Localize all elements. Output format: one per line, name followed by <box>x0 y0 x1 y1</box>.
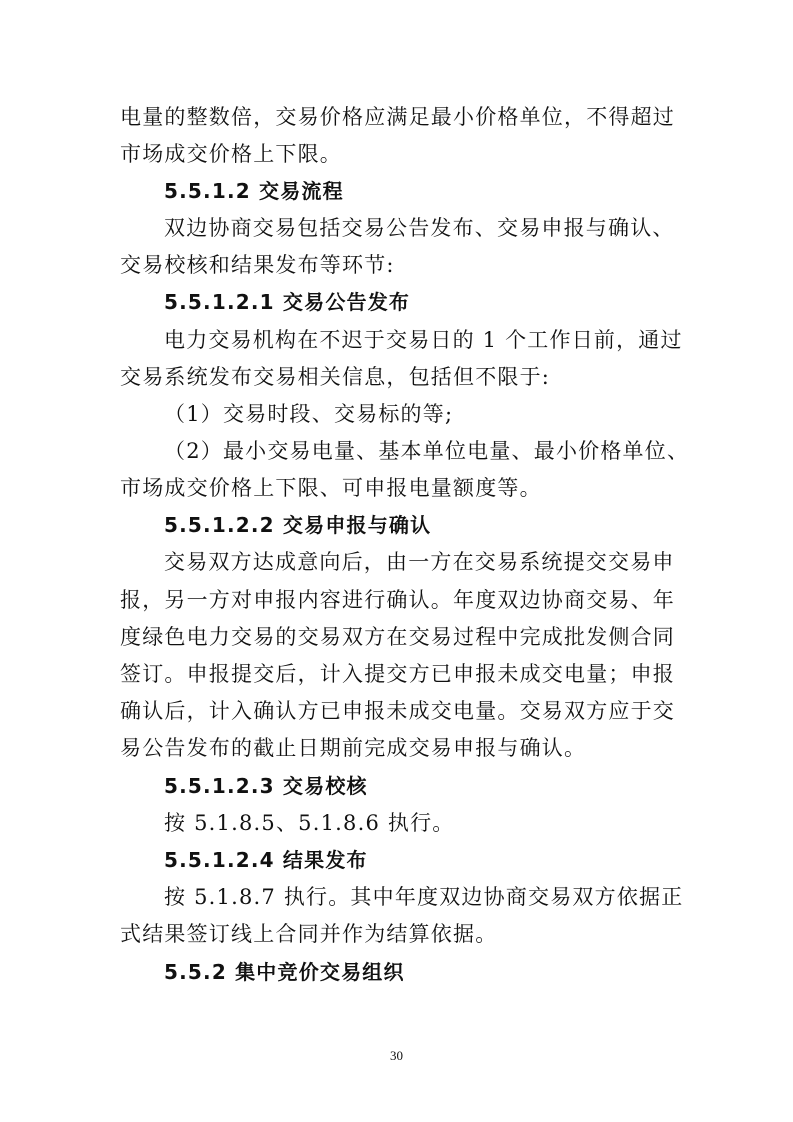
section-heading: 5.5.1.2.1 交易公告发布 <box>164 290 411 314</box>
body-text-line: 签订。申报提交后，计入提交方已申报未成交电量；申报 <box>120 662 675 686</box>
body-text-line: 报，另一方对申报内容进行确认。年度双边协商交易、年 <box>120 588 675 612</box>
section-heading: 5.5.1.2.2 交易申报与确认 <box>164 513 432 537</box>
body-text-line: 按 5.1.8.7 执行。其中年度双边协商交易双方依据正 <box>164 885 684 909</box>
body-text-line: 市场成交价格上下限。 <box>120 142 342 166</box>
body-text-line: 电量的整数倍，交易价格应满足最小价格单位，不得超过 <box>120 105 675 129</box>
body-text-line: 交易校核和结果发布等环节: <box>120 253 395 277</box>
body-text-line: 市场成交价格上下限、可申报电量额度等。 <box>120 476 542 500</box>
body-text-line: 按 5.1.8.5、5.1.8.6 执行。 <box>164 811 455 835</box>
section-heading: 5.5.2 集中竞价交易组织 <box>164 960 405 984</box>
list-item: （2）最小交易电量、基本单位电量、最小价格单位、 <box>164 439 690 463</box>
section-heading: 5.5.1.2.3 交易校核 <box>164 774 368 798</box>
body-text-line: 电力交易机构在不迟于交易日的 1 个工作日前，通过 <box>164 328 683 352</box>
body-text-line: 交易双方达成意向后，由一方在交易系统提交交易申 <box>164 550 675 574</box>
body-text-line: 双边协商交易包括交易公告发布、交易申报与确认、 <box>164 216 675 240</box>
body-text-line: 度绿色电力交易的交易双方在交易过程中完成批发侧合同 <box>120 625 675 649</box>
body-text-line: 交易系统发布交易相关信息，包括但不限于: <box>120 365 551 389</box>
section-heading: 5.5.1.2.4 结果发布 <box>164 848 368 872</box>
body-text-line: 式结果签订线上合同并作为结算依据。 <box>120 922 498 946</box>
body-text-line: 易公告发布的截止日期前完成交易申报与确认。 <box>120 736 587 760</box>
page-number: 30 <box>390 1048 403 1063</box>
section-heading: 5.5.1.2 交易流程 <box>164 179 344 203</box>
list-item: （1）交易时段、交易标的等; <box>164 402 454 426</box>
body-text-line: 确认后，计入确认方已申报未成交电量。交易双方应于交 <box>120 699 675 723</box>
